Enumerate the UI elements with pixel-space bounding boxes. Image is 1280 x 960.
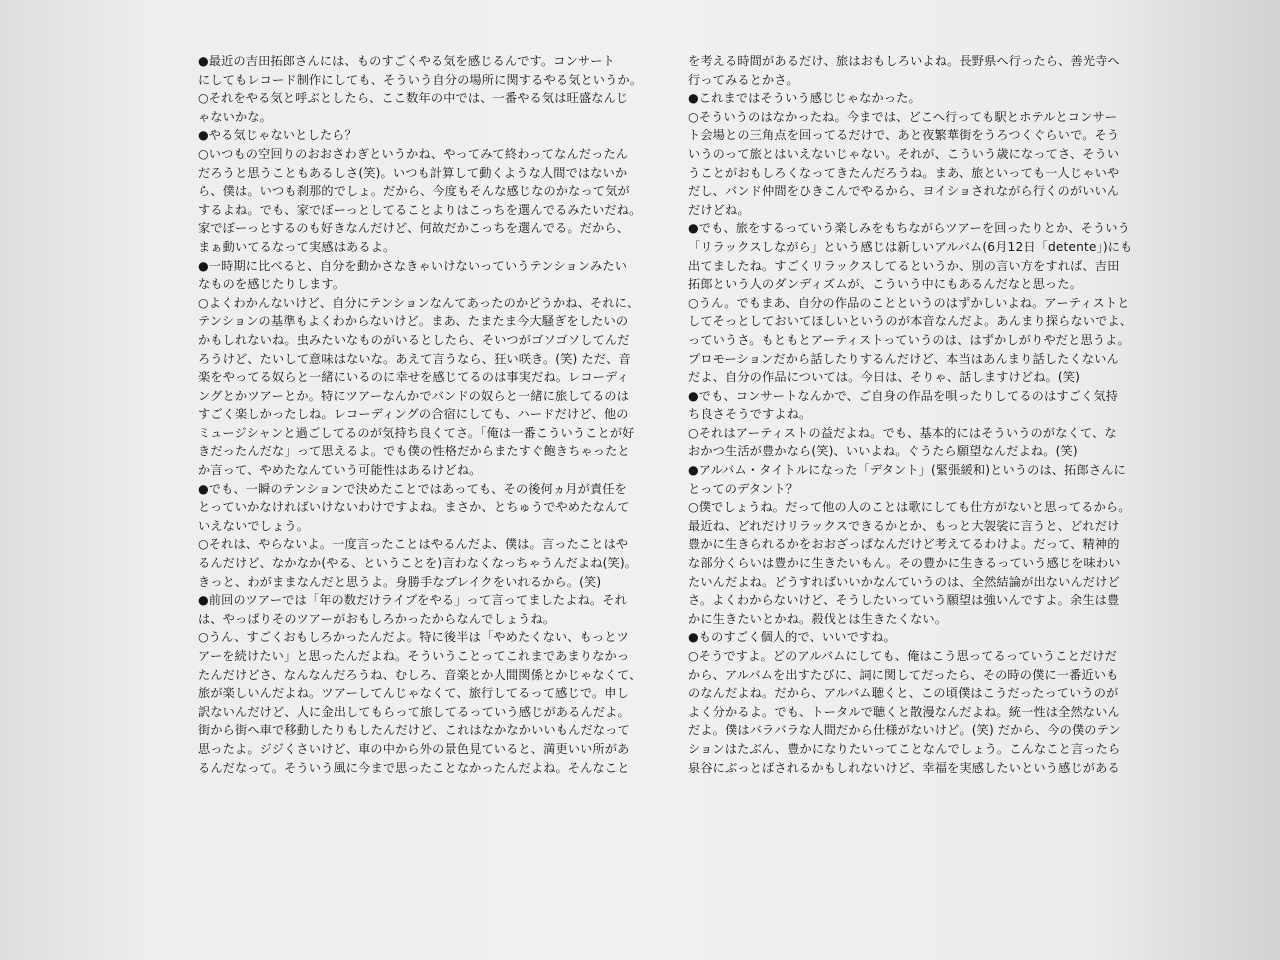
text-line: だよ、自分の作品については。今日は、そりゃ、話しますけどね。(笑) [688, 370, 1081, 385]
text-line: 家でぼーっとするのも好きなんだけど、何故だかこっちを選んでる。だから、 [198, 221, 630, 236]
text-line: よく分かるよ。でも、トータルで聴くと散漫なんだよね。統一性は全然ないん [688, 704, 1120, 719]
text-line: は、やっぱりそのツアーがおもしろかったからなんでしょうね。 [198, 611, 556, 626]
text-line: 訳ないんだけど、人に金出してもらって旅してるっていう感じがあるんだよ。 [198, 704, 630, 719]
text-line: 最近ね、どれだけリラックスできるかとか、もっと大袈裟に言うと、どれだけ [688, 518, 1120, 533]
text-line: ングとかツアーとか。特にツアーなんかでバンドの奴らと一緒に旅してるのは [198, 388, 630, 403]
text-line: とってのデタント？ [688, 481, 799, 496]
text-line: とっていかなければいけないわけですよね。まさか、とちゅうでやめたなんて [198, 500, 630, 515]
text-line: るんだけど、なかなか(やる、ということを)言わなくなっちゃうんだよね(笑)。 [198, 556, 638, 571]
text-line: 旅が楽しいんだよね。ツアーしてんじゃなくて、旅行してるって感じで。申し [198, 686, 629, 701]
text-line: かもしれないね。虫みたいなものがいるとしたら、そいつがゴソゴソしてんだ [198, 332, 630, 347]
text-line: ●でも、コンサートなんかで、ご自身の作品を唄ったりしてるのはすごく気持 [688, 388, 1119, 403]
text-line: だし、バンド仲間をひきこんでやるから、ヨイショされながら行くのがいいん [688, 184, 1120, 199]
text-line: 「リラックスしながら」という感じは新しいアルバム(6月12日「detente」)にも [688, 239, 1133, 254]
text-line: するよね。でも、家でぼーっとしてることよりはこっちを選んでるみたいだね。 [198, 202, 642, 217]
text-line: だろうと思うこともあるしさ(笑)。いつも計算して動くような人間ではないか [198, 165, 628, 180]
text-line: ゃないかな。 [198, 109, 273, 124]
text-line: ト会場との三角点を回ってるだけで、あと夜繁華街をうろつくぐらいで。そう [688, 128, 1120, 143]
text-line: 街から街へ車で移動したりもしたんだけど、これはなかなかいいもんだなって [198, 723, 630, 738]
text-line: テンションの基準もよくわからないけど。まあ、たまたま今大騒ぎをしたいの [198, 314, 629, 329]
text-line: ションはたぶん、豊かになりたいってことなんでしょう。こんなこと言ったら [688, 741, 1121, 756]
text-line: ●やる気じゃないとしたら？ [198, 128, 357, 143]
text-line: だけどね。 [688, 202, 750, 217]
right-text-column [688, 52, 1144, 777]
text-line: ○うん。でもまあ、自分の作品のことというのはずかしいよね。アーティストと [688, 295, 1130, 310]
text-line: アーを続けたい」と思ったんだよね。そういうことってこれまであまりなかっ [198, 649, 630, 663]
text-line: を考える時間があるだけ、旅はおもしろいよね。長野県へ行ったら、善光寺へ [688, 54, 1120, 68]
text-line: いうのって旅とはいえないじゃない。それが、こういう歳になってさ、そうい [688, 146, 1120, 161]
text-line: いえないでしょう。 [198, 518, 310, 533]
text-line: なものを感じたりします。 [198, 277, 346, 292]
text-line: っていうさ。もともとアーティストっていうのは、はずかしがりやだと思うよ。 [688, 332, 1130, 347]
text-line: のなんだよね。だから、アルバム聴くと、この頃僕はこうだったっていうのが [688, 686, 1119, 701]
text-line: ○うん、すごくおもしろかったんだよ。特に後半は「やめたくない、もっとツ [198, 630, 629, 645]
text-line: さ。よくわからないけど、そうしたいっていう願望は強いんですよ。余生は豊 [688, 593, 1120, 608]
text-line: な部分くらいは豊かに生きたいもん。その豊かに生きるっていう感じを味わい [688, 556, 1121, 571]
text-line: プロモーションだから話したりするんだけど、本当はあんまり話したくないん [688, 351, 1119, 366]
text-line: ●ものすごく個人的で、いいですね。 [688, 630, 896, 645]
text-line: 行ってみるとかさ。 [688, 72, 799, 87]
text-line: たいんだよね。どうすればいいかなんていうのは、全然結論が出ないんだけど [688, 574, 1120, 589]
text-line: ●一時期に比べると、自分を動かさなきゃいけないっていうテンションみたい [198, 258, 628, 273]
text-line: ○よくわかんないけど、自分にテンションなんてあったのかどうかね、それに、 [198, 295, 640, 310]
text-line: にしてもレコード制作にしても、そういう自分の場所に関するやる気というか。 [198, 72, 643, 87]
text-line: ち良さそうですよね。 [688, 407, 812, 422]
text-line: ●アルバム・タイトルになった「デタント」(緊張緩和)というのは、拓郎さんに [688, 463, 1126, 478]
text-line: ろうけど、たいして意味はないな。あえて言うなら、狂い咲き。(笑) ただ、音 [198, 351, 631, 366]
text-line: 出てましたね。すごくリラックスしてるというか、別の言い方をすれば、吉田 [688, 258, 1120, 273]
text-line: 泉谷にぶっとばされるかもしれないけど、幸福を実感したいという感じがある [688, 760, 1120, 775]
text-line: から、アルバムを出すたびに、詞に関してだったら、その時の僕に一番近いも [688, 667, 1119, 682]
text-line: ●前回のツアーでは「年の数だけライブをやる」って言ってましたよね。それ [198, 593, 627, 608]
text-line: ○そういうのはなかったね。今までは、どこへ行っても駅とホテルとコンサー [688, 109, 1118, 124]
text-line: きっと、わがままなんだと思うよ。身勝手なブレイクをいれるから。(笑) [198, 574, 602, 589]
text-line: 楽をやってる奴らと一緒にいるのに幸せを感じてるのは事実だね。レコーディ [198, 370, 629, 385]
text-line: まぁ動いてるなって実感はあるよ。 [198, 239, 396, 254]
text-line: ○それはアーティストの益だよね。でも、基本的にはそういうのがなくて、な [688, 425, 1117, 440]
text-line: るんだなって。そういう風に今まで思ったことなかったんだよね。そんなこと [198, 760, 630, 775]
text-line: すごく楽しかったしね。レコーディングの合宿にしても、ハードだけど、他の [198, 407, 629, 422]
text-line: 拓郎という人のダンディズムが、こういう中にもあるんだなと思った。 [688, 277, 1082, 292]
text-line: 思ったよ。ジジくさいけど、車の中から外の景色見ていると、満更いい所があ [198, 741, 630, 756]
text-line: か言って、やめたなんていう可能性はあるけどね。 [198, 463, 482, 478]
text-line: ○そうですよ。どのアルバムにしても、俺はこう思ってるっていうことだけだ [688, 649, 1117, 663]
text-line: ●でも、一瞬のテンションで決めたことではあっても、その後何ヵ月が責任を [198, 481, 627, 496]
text-line: ○いつもの空回りのおおさわぎというかね、やってみて終わってなんだったん [198, 146, 629, 161]
text-line: ○それは、やらないよ。一度言ったことはやるんだよ、僕は。言ったことはや [198, 537, 629, 552]
text-line: ミュージシャンと過ごしてるのが気持ち良くてさ。「俺は一番こういうことが好 [198, 425, 635, 440]
text-line: うことがおもしろくなってきたんだろうね。まあ、旅といっても一人じゃいや [688, 165, 1120, 180]
text-line: ●最近の吉田拓郎さんには、ものすごくやる気を感じるんです。コンサート [198, 54, 615, 68]
text-line: ○それをやる気と呼ぶとしたら、ここ数年の中では、一番やる気は旺盛なんじ [198, 91, 629, 106]
text-line: ○僕でしょうね。だって他の人のことは歌にしても仕方がないと思ってるから。 [688, 500, 1131, 515]
left-text-column [198, 52, 660, 777]
text-line: かに生きたいとかね。殺伐とは生きたくない。 [688, 611, 948, 626]
text-line: ら、僕は。いつも刹那的でしょ。だから、今度もそんな感じなのかなって気が [198, 184, 630, 199]
text-line: 豊かに生きられるかをおおざっぱなんだけど考えてるわけよ。だって、精神的 [688, 537, 1120, 552]
text-line: おかつ生活が豊かなら(笑)、いいよね。ぐうたら願望なんだよね。(笑) [688, 444, 1078, 459]
text-line: ●これまではそういう感じじゃなかった。 [688, 91, 921, 106]
text-line: たんだけどさ、なんなんだろうね、むしろ、音楽とか人間関係とかじゃなくて、 [198, 667, 642, 682]
text-line: してそっとしておいてほしいというのが本音なんだよ。あんまり探らないでよ、 [688, 314, 1133, 329]
text-line: だよ。僕はバラバラな人間だから仕様がないけど。(笑) だから、今の僕のテン [688, 723, 1121, 738]
text-line: ●でも、旅をするっていう楽しみをもちながらツアーを回ったりとか、そういう [688, 221, 1130, 236]
text-line: きだったんだな」って思えるよ。でも僕の性格だからまたすぐ飽きちゃったと [198, 444, 630, 459]
